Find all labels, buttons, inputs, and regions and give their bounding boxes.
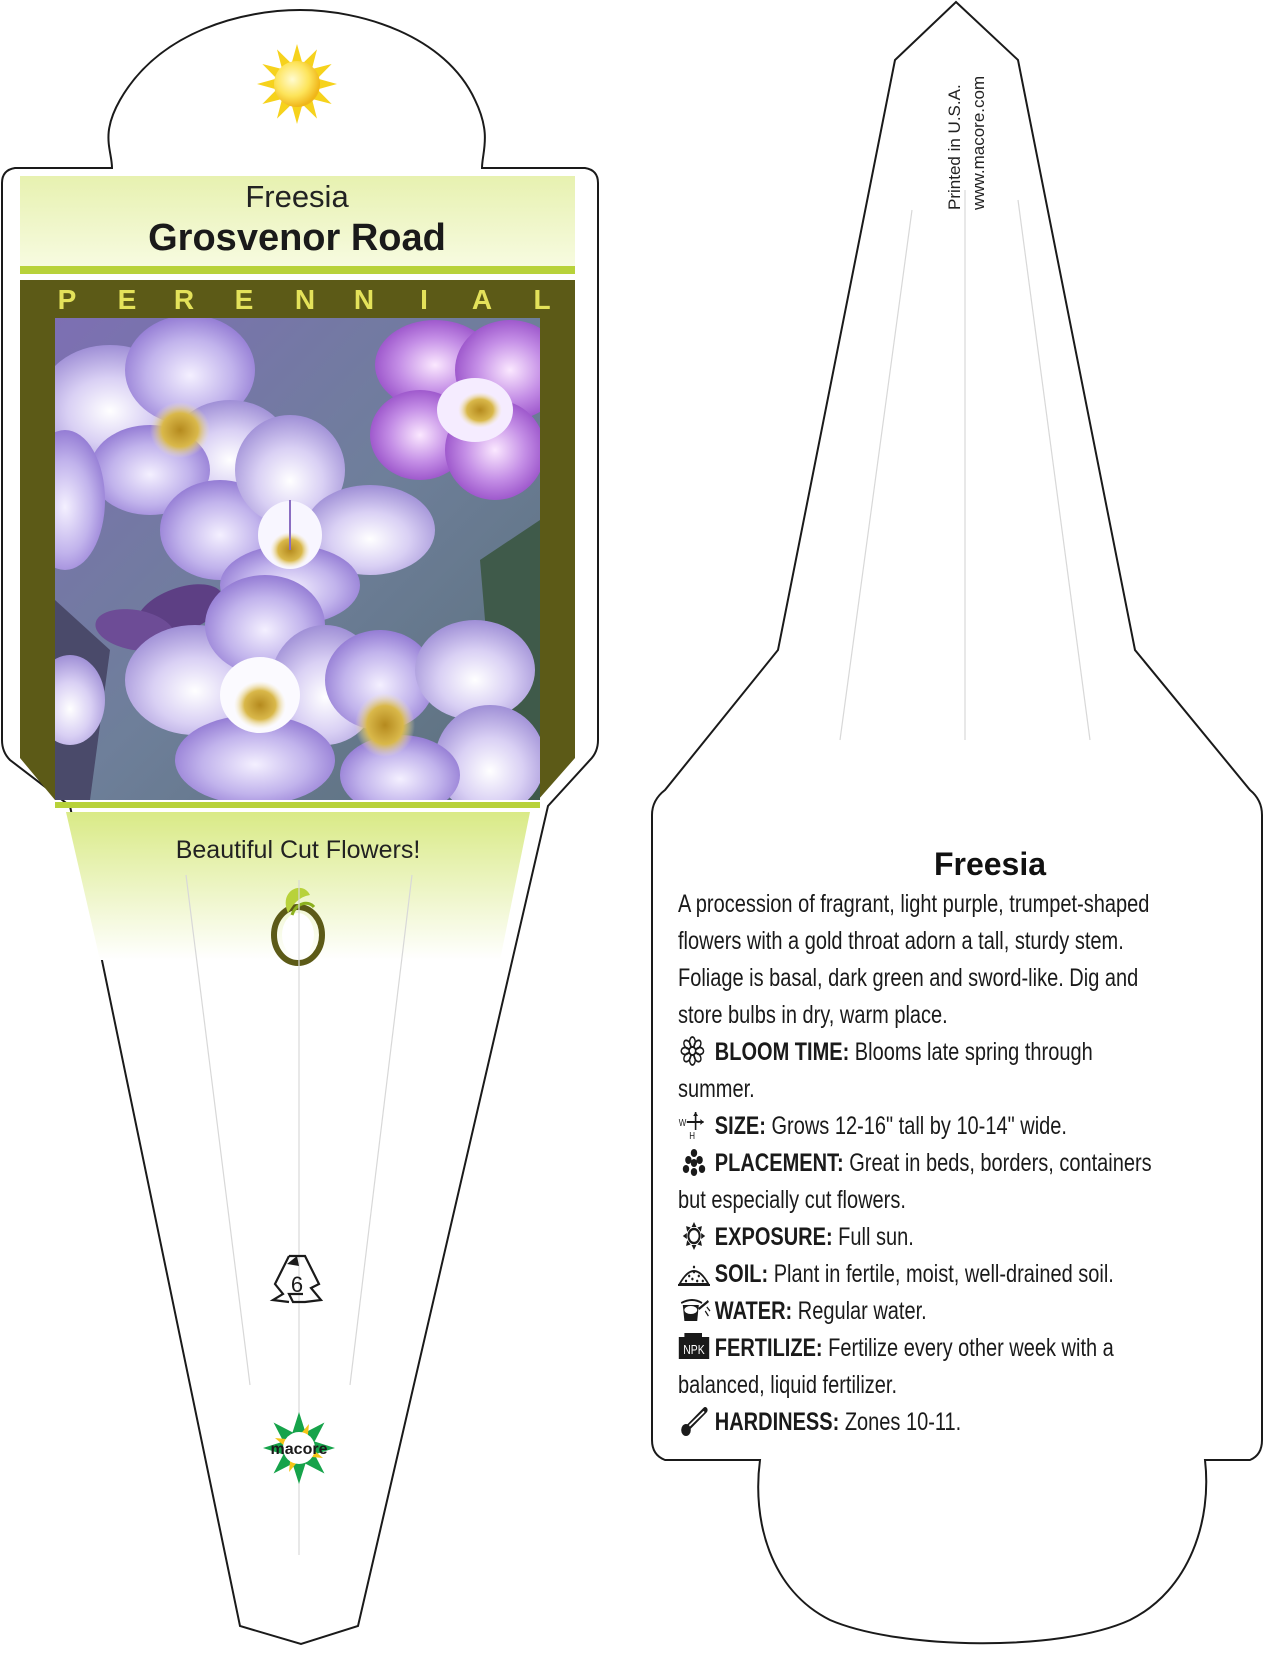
- attr-label: SIZE:: [714, 1112, 766, 1140]
- attr-value: Zones 10-11.: [844, 1408, 962, 1436]
- category-letter: E: [234, 284, 254, 315]
- attr-water: [678, 1293, 1248, 1330]
- genus-text: Freesia: [245, 179, 349, 214]
- category-letter: P: [57, 284, 77, 315]
- category-letter: E: [117, 284, 137, 315]
- size-icon: [678, 1110, 712, 1140]
- tagline-text: Beautiful Cut Flowers!: [175, 836, 421, 864]
- category-letter: L: [533, 284, 551, 315]
- attr-fertilize: [678, 1330, 1248, 1367]
- placement-icon: [678, 1147, 712, 1177]
- category-letter: R: [173, 284, 195, 315]
- website-text: www.macore.com: [969, 75, 988, 210]
- attr-hardiness: [678, 1404, 1248, 1441]
- attr-soil: [678, 1256, 1248, 1293]
- header-stripe: [20, 266, 575, 274]
- back-title: Freesia: [933, 846, 1047, 882]
- attr-value: Blooms late spring through: [854, 1038, 1093, 1066]
- category-letter: N: [353, 284, 375, 315]
- attr-label: BLOOM TIME:: [714, 1038, 850, 1066]
- flower-photo: [25, 315, 565, 815]
- attr-exposure: [678, 1219, 1248, 1256]
- attr-continuation: summer.: [678, 1075, 755, 1103]
- attr-continuation: but especially cut flowers.: [678, 1186, 906, 1214]
- attr-label: SOIL:: [714, 1260, 769, 1288]
- back-description-block: [678, 886, 1248, 1441]
- frame-stripe: [55, 802, 540, 808]
- category-label: [58, 284, 551, 315]
- npk-label: NPK: [683, 1342, 705, 1358]
- soil-icon: [678, 1258, 712, 1288]
- attr-placement: [678, 1145, 1248, 1182]
- size-h: H: [689, 1130, 695, 1140]
- printed-text: Printed in U.S.A.: [945, 84, 964, 210]
- description-line: store bulbs in dry, warm place.: [678, 1001, 948, 1029]
- attr-value: Grows 12-16" tall by 10-14" wide.: [771, 1112, 1067, 1140]
- attr-value: Fertilize every other week with a: [828, 1334, 1114, 1362]
- size-w: W: [678, 1117, 687, 1129]
- attr-value: Plant in fertile, moist, well-drained soil.: [773, 1260, 1114, 1288]
- recycle-code: 6: [290, 1272, 304, 1297]
- npk-icon: [678, 1332, 712, 1362]
- category-letter: N: [294, 284, 316, 315]
- category-letter: A: [471, 284, 493, 315]
- thermometer-icon: [678, 1406, 712, 1436]
- macore-logo: [263, 1412, 335, 1484]
- attr-size: [678, 1108, 1248, 1145]
- flower-icon: [678, 1036, 712, 1066]
- description-line: flowers with a gold throat adorn a tall, sturdy stem.: [678, 927, 1124, 955]
- attr-label: PLACEMENT:: [714, 1149, 844, 1177]
- attr-bloom-time: [678, 1034, 1248, 1071]
- attr-value: Great in beds, borders, containers: [849, 1149, 1152, 1177]
- attr-label: HARDINESS:: [714, 1408, 840, 1436]
- watering-can-icon: [678, 1295, 712, 1325]
- description-line: Foliage is basal, dark green and sword-like. Dig and: [678, 964, 1139, 992]
- attr-label: EXPOSURE:: [714, 1223, 833, 1251]
- attr-label: FERTILIZE:: [714, 1334, 823, 1362]
- attr-continuation: balanced, liquid fertilizer.: [678, 1371, 898, 1399]
- cultivar-text: Grosvenor Road: [148, 217, 446, 259]
- brand-text: macore: [270, 1441, 328, 1458]
- attr-label: WATER:: [714, 1297, 793, 1325]
- sun-icon: [678, 1221, 712, 1251]
- attr-value: Full sun.: [838, 1223, 914, 1251]
- description-line: A procession of fragrant, light purple, trumpet-shaped: [678, 890, 1150, 918]
- category-letter: I: [420, 284, 428, 315]
- attr-value: Regular water.: [797, 1297, 927, 1325]
